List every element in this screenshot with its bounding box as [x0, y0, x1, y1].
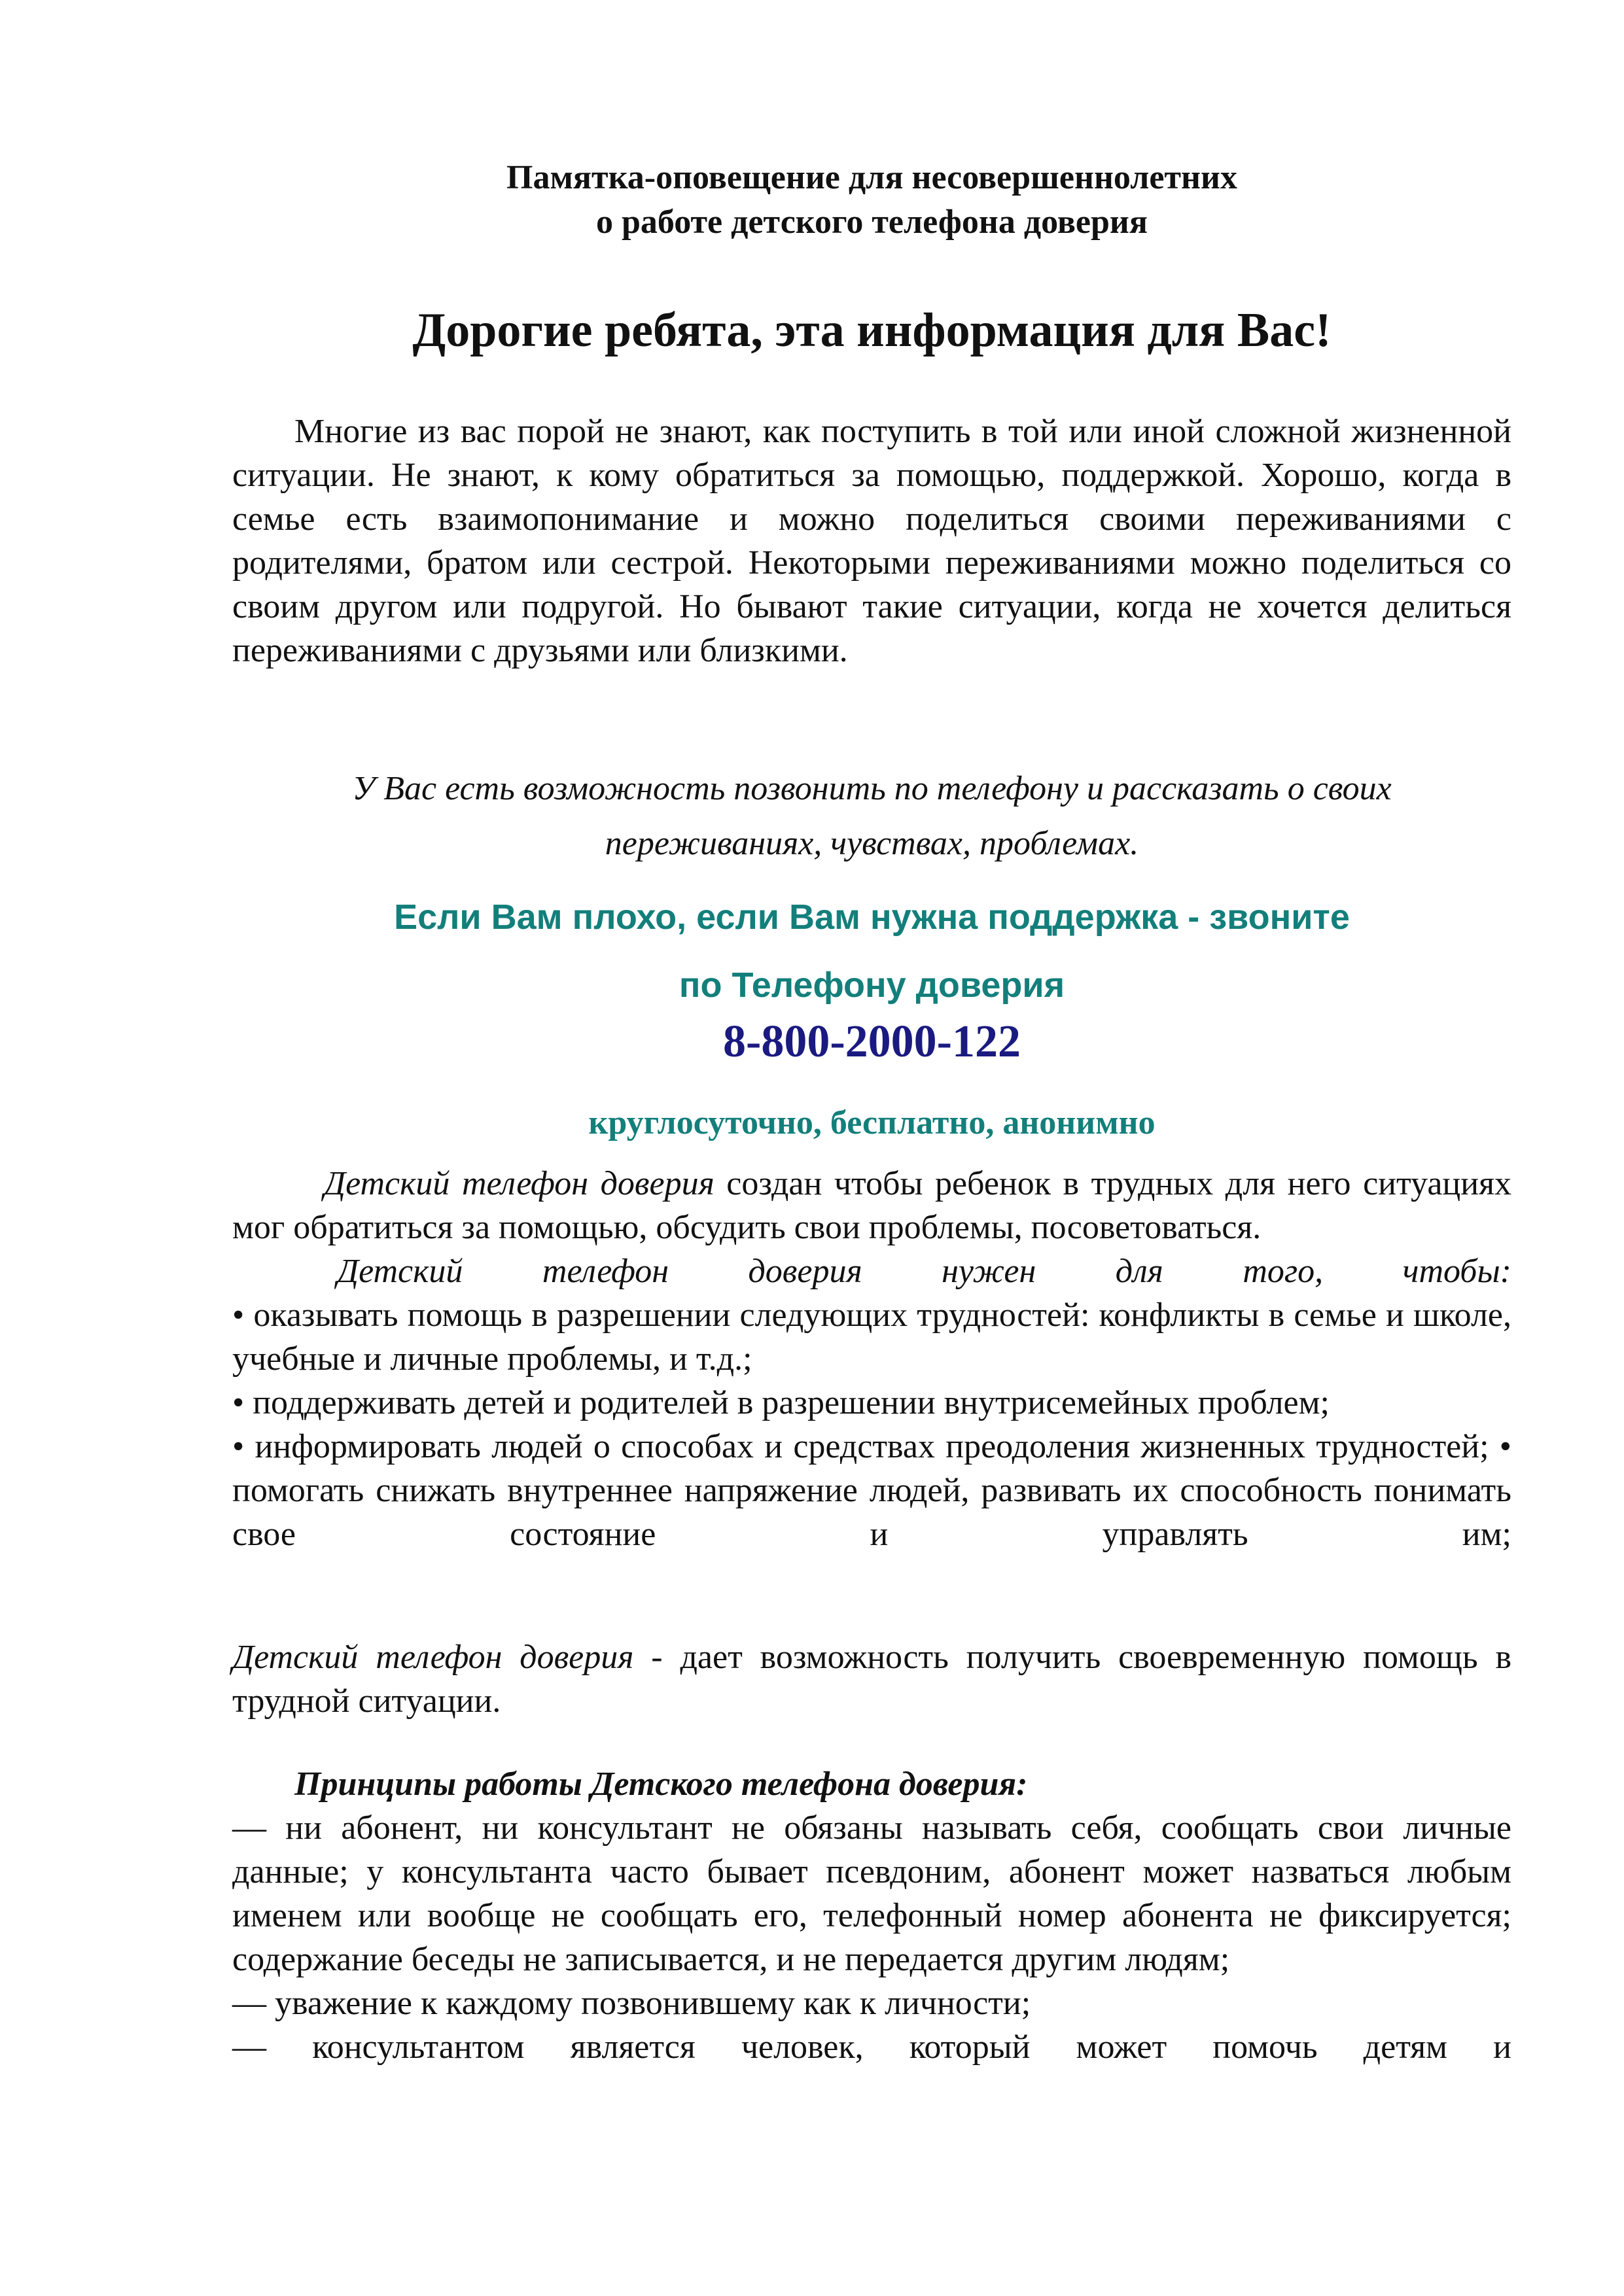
call-invite-text	[232, 761, 1511, 871]
helpline-name-italic-2: Детский телефон доверия	[232, 1639, 634, 1676]
document-title-line-1: Памятка-оповещение для несовершеннолетних	[506, 159, 1237, 196]
helpline-name-italic: Детский телефон доверия	[324, 1165, 715, 1202]
principle-item-3: — консультантом является человек, который может помочь детям и	[232, 2028, 1511, 2066]
availability-text: круглосуточно, бесплатно, анонимно	[588, 1104, 1156, 1141]
document-title-line-2: о работе детского телефона доверия	[595, 203, 1148, 241]
purpose-lead-in: Детский телефон доверия нужен для того, чтобы:	[337, 1253, 1511, 1290]
support-callout	[232, 883, 1511, 1019]
support-callout-line-2: по Телефону доверия	[679, 965, 1065, 1005]
purpose-section	[232, 1162, 1511, 1556]
purpose-bullet-2: • поддерживать детей и родителей в разрешении внутрисемейных проблем;	[232, 1384, 1330, 1421]
greeting-heading: Дорогие ребята, эта информация для Вас!	[412, 304, 1332, 357]
principle-item-1: — ни абонент, ни консультант не обязаны называть себя, сообщать свои личные данные; у консультанта часто бывает псевдоним, абонент может назваться любым именем или вообще не сообщать его, телефонный номер абонента не фиксируется; содержание беседы не записывается, и не передается другим людям;	[232, 1809, 1511, 1978]
support-callout-line-1: Если Вам плохо, если Вам нужна поддержка - звоните	[394, 897, 1350, 937]
purpose-bullet-1: • оказывать помощь в разрешении следующих трудностей: конфликты в семье и школе, учебные и личные проблемы, и т.д.;	[232, 1296, 1511, 1378]
call-invite-line-1: У Вас есть возможность позвонить по телефону и рассказать о своих	[352, 770, 1392, 807]
purpose-paragraph	[232, 1162, 1511, 1249]
purpose-paragraph-text: создан чтобы ребенок в трудных для него ситуациях мог обратиться за помощью, обсудить свои проблемы, посоветоваться.	[232, 1165, 1511, 1246]
call-invite-line-2: переживаниях, чувствах, проблемах.	[605, 825, 1139, 862]
intro-paragraph: Многие из вас порой не знают, как поступить в той или иной сложной жизненной ситуации. Не знают, к кому обратиться за помощью, поддержкой. Хорошо, когда в семье есть взаимопонимание и можно поделиться своими переживаниями с родителями, братом или сестрой. Некоторыми переживаниями можно поделиться со своим другом или подругой. Но бывают такие ситуации, когда не хочется делиться переживаниями с друзьями или близкими.	[232, 413, 1511, 669]
helpline-offers-paragraph	[232, 1635, 1511, 1723]
purpose-bullet-3: • информировать людей о способах и средствах преодоления жизненных трудностей; • помогать снижать внутреннее напряжение людей, развивать их способность понимать свое состояние и управлять им;	[232, 1428, 1511, 1553]
principles-section	[232, 1762, 1511, 2069]
principle-item-2: — уважение к каждому позвонившему как к личности;	[232, 1985, 1031, 2022]
principles-heading: Принципы работы Детского телефона доверия:	[294, 1765, 1028, 1803]
document-title	[232, 156, 1511, 245]
helpline-offers-text: - дает возможность получить своевременную помощь в трудной ситуации.	[232, 1639, 1511, 1720]
helpline-phone-number: 8-800-2000-122	[723, 1017, 1021, 1067]
